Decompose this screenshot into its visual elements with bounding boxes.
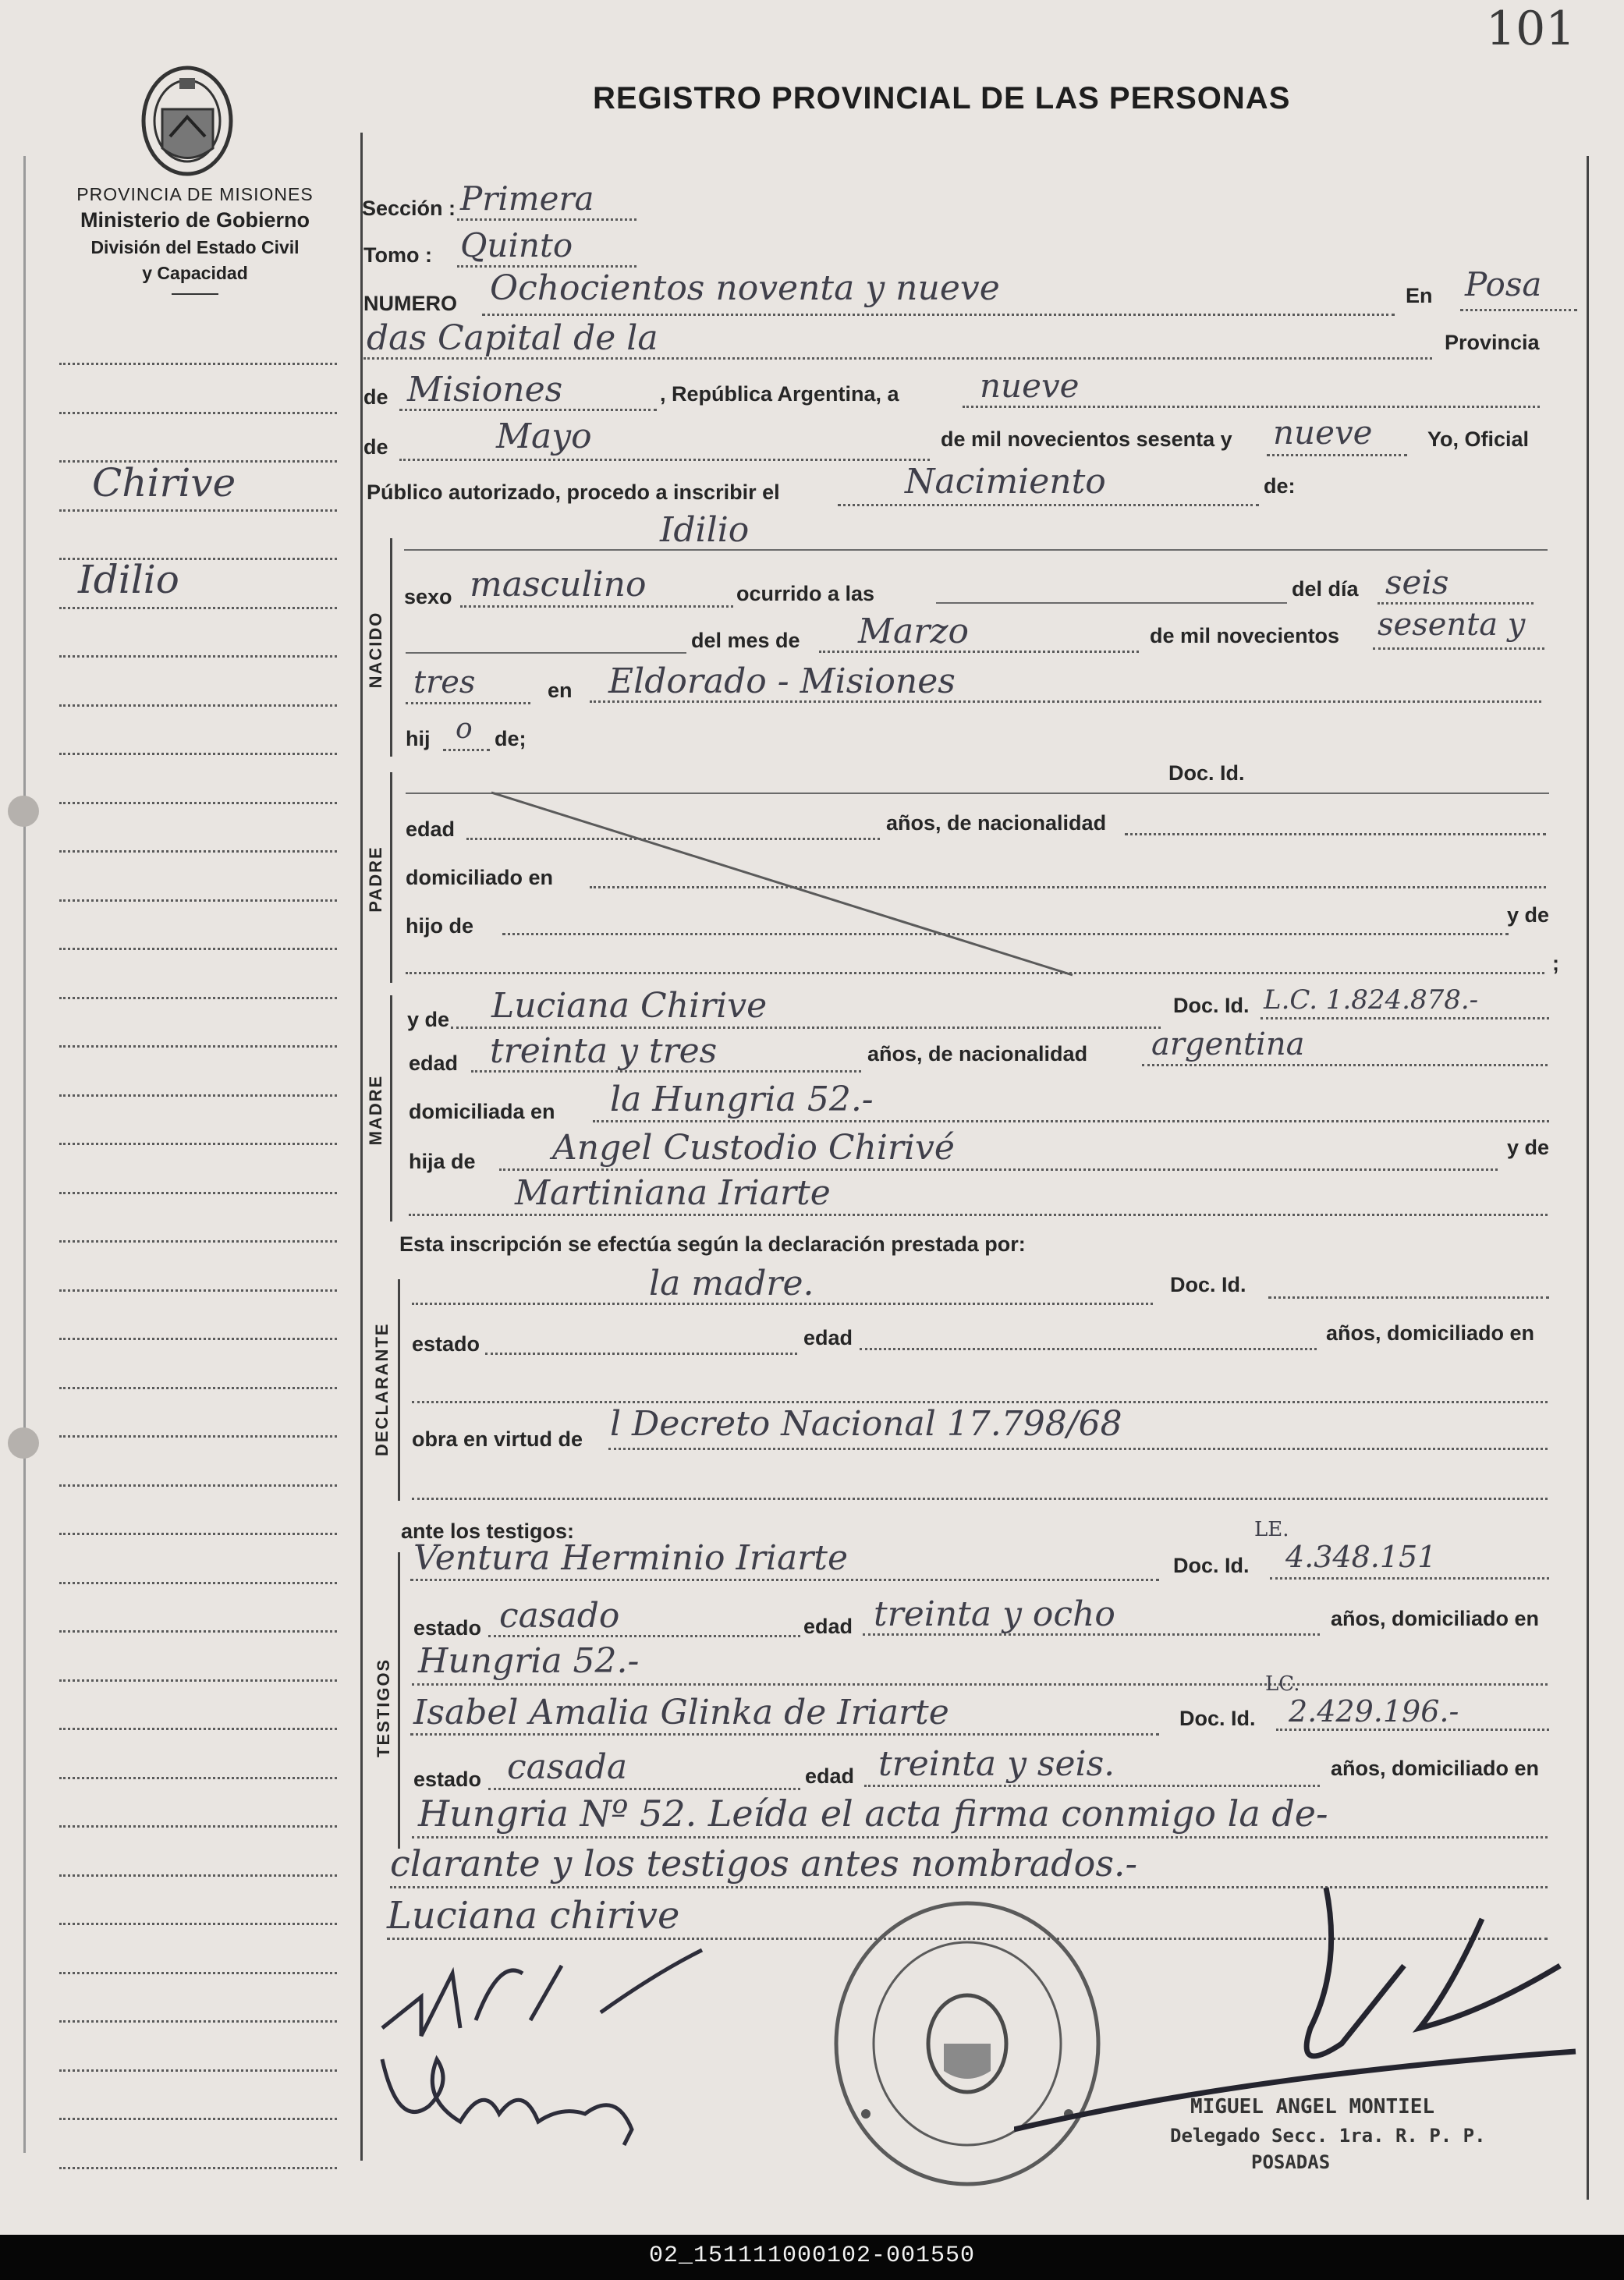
testigo1-estado-dots bbox=[488, 1635, 800, 1637]
padre-section-border bbox=[390, 772, 392, 983]
padre-section-label: PADRE bbox=[366, 846, 385, 913]
madre-hija-label: hija de bbox=[409, 1150, 476, 1173]
margin-ruled-line bbox=[59, 1192, 337, 1194]
page-title: REGISTRO PROVINCIAL DE LAS PERSONAS bbox=[593, 81, 1291, 115]
testigo1-dots bbox=[410, 1579, 1159, 1581]
de-label: de bbox=[363, 385, 388, 409]
dia-nac-value: seis bbox=[1385, 563, 1449, 601]
testigos-section-label: TESTIGOS bbox=[374, 1658, 393, 1757]
city-continued-dots bbox=[363, 357, 1432, 360]
de2-label: de bbox=[363, 435, 388, 459]
province-seal-icon bbox=[139, 62, 236, 179]
numero-dots bbox=[482, 314, 1395, 316]
anio-value: nueve bbox=[1273, 413, 1373, 452]
margin-ruled-line bbox=[59, 948, 337, 950]
tomo-value: Quinto bbox=[460, 226, 573, 264]
anio-nac-value: sesenta y bbox=[1378, 607, 1526, 643]
binding-knot-top bbox=[8, 796, 39, 827]
dia-dots bbox=[963, 406, 1540, 408]
testigo2-doc-type: LC. bbox=[1265, 1672, 1300, 1696]
testigo1-value: Ventura Herminio Iriarte bbox=[413, 1538, 848, 1578]
margin-ruled-line bbox=[59, 704, 337, 707]
binding-knot-bottom bbox=[8, 1427, 39, 1459]
del-dia-label: del día bbox=[1292, 577, 1359, 601]
declarante-section-label: DECLARANTE bbox=[372, 1322, 392, 1456]
anio-nac-dots bbox=[1373, 647, 1544, 650]
testigo1-doc-dots bbox=[1270, 1577, 1549, 1580]
file-id: 02_151111000102-001550 bbox=[648, 2243, 976, 2269]
margin-ruled-line bbox=[59, 753, 337, 755]
declarante-value: la madre. bbox=[649, 1264, 814, 1303]
en-dots bbox=[1460, 309, 1577, 311]
testigo2-edad-label: edad bbox=[805, 1764, 855, 1788]
binding-thread bbox=[23, 156, 26, 2153]
testigos-section-border bbox=[398, 1552, 400, 1849]
hora-line bbox=[936, 602, 1287, 604]
margin-ruled-line bbox=[59, 1387, 337, 1389]
witness-1-signature bbox=[374, 1942, 733, 2044]
declarante-extra-dots bbox=[412, 1498, 1548, 1500]
margin-ruled-line bbox=[59, 1045, 337, 1048]
padre-hijo-label: hijo de bbox=[406, 914, 473, 938]
nombre-line bbox=[404, 549, 1548, 551]
padre-strike-line bbox=[491, 788, 1084, 983]
madre-name-value: Luciana Chirive bbox=[491, 986, 768, 1026]
en-city-value: Posa bbox=[1465, 265, 1542, 303]
margin-ruled-line bbox=[59, 1972, 337, 1974]
declarante-estado-dots bbox=[485, 1353, 797, 1355]
obra-label: obra en virtud de bbox=[412, 1427, 583, 1451]
en2-label: en bbox=[548, 679, 573, 702]
madre-y-de3-label: y de bbox=[1507, 1136, 1550, 1159]
testigo2-edad-dots bbox=[864, 1785, 1320, 1787]
declarante-doc-dots bbox=[1268, 1296, 1549, 1299]
margin-ruled-line bbox=[59, 1338, 337, 1340]
margin-ruled-line bbox=[59, 1435, 337, 1438]
padre-y-de-label: y de bbox=[1507, 903, 1550, 927]
testigo2-estado-dots bbox=[488, 1788, 800, 1790]
margin-ruled-line bbox=[59, 509, 337, 512]
office-line-4: y Capacidad bbox=[142, 263, 248, 283]
madre-doc-dots bbox=[1261, 1017, 1549, 1019]
declarante-dots bbox=[412, 1303, 1153, 1305]
official-name: MIGUEL ANGEL MONTIEL bbox=[1190, 2095, 1435, 2119]
madre-nac-label: años, de nacionalidad bbox=[867, 1042, 1088, 1066]
publico-label: Público autorizado, procedo a inscribir el bbox=[367, 480, 780, 504]
margin-ruled-line bbox=[59, 1289, 337, 1292]
file-id-bar bbox=[0, 2235, 1624, 2280]
office-block bbox=[31, 184, 359, 295]
tomo-dots bbox=[457, 265, 636, 268]
page-number: 101 bbox=[1486, 2, 1576, 56]
madre-edad-dots bbox=[471, 1070, 861, 1073]
abuelo-dots bbox=[499, 1168, 1498, 1171]
madre-dom-dots bbox=[593, 1120, 1549, 1122]
margin-ruled-line bbox=[59, 899, 337, 902]
testigo1-doc-type: LE. bbox=[1254, 1518, 1289, 1541]
testigo1-edad-dots bbox=[863, 1633, 1320, 1636]
del-mes-line bbox=[406, 652, 686, 654]
margin-ruled-line bbox=[59, 1825, 337, 1828]
margin-ruled-line bbox=[59, 1679, 337, 1682]
declarante-edad-dots bbox=[860, 1348, 1317, 1350]
madre-doc-label: Doc. Id. bbox=[1173, 994, 1250, 1017]
margin-ruled-line bbox=[59, 802, 337, 804]
madre-nac-value: argentina bbox=[1151, 1027, 1305, 1062]
testigo1-estado-value: casado bbox=[499, 1596, 620, 1636]
margin-ruled-line bbox=[59, 1582, 337, 1584]
testigo1-dom-value: Hungria 52.- bbox=[418, 1641, 640, 1681]
testigo2-estado-label: estado bbox=[413, 1768, 482, 1791]
margin-ruled-line bbox=[59, 655, 337, 658]
office-line-1: PROVINCIA DE MISIONES bbox=[76, 184, 314, 204]
hij-suffix-value: o bbox=[456, 713, 473, 745]
sexo-label: sexo bbox=[404, 585, 452, 608]
mes-nac-value: Marzo bbox=[858, 612, 969, 651]
nombre-value: Idilio bbox=[660, 510, 750, 550]
declarante-edad-label: edad bbox=[803, 1326, 853, 1349]
margin-ruled-line bbox=[59, 1484, 337, 1487]
testigo2-doc-value: 2.429.196.- bbox=[1289, 1694, 1459, 1729]
padre-doc-label: Doc. Id. bbox=[1168, 761, 1245, 785]
testigo1-dom-dots bbox=[412, 1683, 1548, 1686]
abuela-value: Martiniana Iriarte bbox=[515, 1173, 831, 1213]
margin-ruled-line bbox=[59, 1630, 337, 1633]
madre-dom-label: domiciliada en bbox=[409, 1100, 555, 1123]
testigo2-dom-label: años, domiciliado en bbox=[1331, 1757, 1540, 1780]
abuela-dots bbox=[409, 1214, 1548, 1216]
tomo-label: Tomo : bbox=[363, 243, 432, 267]
provincia-label: Provincia bbox=[1445, 331, 1540, 354]
de-colon-label: de: bbox=[1264, 474, 1296, 498]
ante-label: ante los testigos: bbox=[401, 1519, 575, 1543]
madre-section-border bbox=[390, 995, 392, 1222]
witness-2-signature bbox=[367, 2036, 663, 2153]
mes-value: Mayo bbox=[496, 417, 592, 456]
margin-ruled-line bbox=[59, 363, 337, 365]
testigo2-estado-value: casada bbox=[507, 1747, 628, 1787]
nacido-section-label: NACIDO bbox=[366, 611, 385, 689]
mother-signature: Luciana chirive bbox=[387, 1894, 680, 1938]
hij-dots bbox=[443, 749, 490, 751]
inscripcion-label: Esta inscripción se efectúa según la declaración prestada por: bbox=[399, 1232, 1026, 1256]
madre-dom-value: la Hungria 52.- bbox=[610, 1080, 874, 1119]
acto-dots bbox=[838, 504, 1259, 506]
en-label: En bbox=[1406, 284, 1433, 307]
obra-dots bbox=[608, 1448, 1548, 1450]
sexo-value: masculino bbox=[470, 565, 647, 605]
margin-ruled-line bbox=[59, 412, 337, 414]
declarante-dom-label: años, domiciliado en bbox=[1326, 1321, 1535, 1345]
office-line-3: División del Estado Civil bbox=[90, 237, 300, 257]
margin-ruled-line bbox=[59, 1923, 337, 1925]
hij-label: hij bbox=[406, 727, 431, 750]
margin-given-name: Idilio bbox=[78, 557, 179, 602]
closing-line-1-dots bbox=[412, 1836, 1548, 1839]
testigo1-doc-label: Doc. Id. bbox=[1173, 1554, 1250, 1577]
margin-ruled-line bbox=[59, 2167, 337, 2169]
madre-edad-label: edad bbox=[409, 1051, 459, 1075]
official-role: Delegado Secc. 1ra. R. P. P. bbox=[1170, 2125, 1486, 2147]
testigo2-value: Isabel Amalia Glinka de Iriarte bbox=[413, 1693, 949, 1732]
official-city: POSADAS bbox=[1251, 2151, 1331, 2173]
margin-ruled-line bbox=[59, 2069, 337, 2072]
main-left-border bbox=[360, 133, 363, 2161]
padre-dom-label: domiciliado en bbox=[406, 866, 554, 889]
acto-value: Nacimiento bbox=[905, 462, 1106, 502]
margin-ruled-line bbox=[59, 1094, 337, 1097]
margin-ruled-line bbox=[59, 2020, 337, 2023]
lugar-nac-value: Eldorado - Misiones bbox=[608, 661, 956, 701]
margin-ruled-line bbox=[59, 1874, 337, 1877]
margin-ruled-line bbox=[59, 607, 337, 609]
testigo2-dots bbox=[410, 1733, 1159, 1736]
yo-oficial-label: Yo, Oficial bbox=[1427, 427, 1530, 451]
abuelo-value: Angel Custodio Chirivé bbox=[552, 1128, 955, 1168]
seccion-label: Sección : bbox=[362, 197, 456, 220]
testigo1-edad-label: edad bbox=[803, 1615, 853, 1638]
republica-label: , República Argentina, a bbox=[660, 382, 899, 406]
madre-name-dots bbox=[451, 1027, 1161, 1029]
provincia-value: Misiones bbox=[407, 370, 563, 410]
margin-ruled-line bbox=[59, 2118, 337, 2120]
margin-ruled-line bbox=[59, 997, 337, 999]
testigo1-doc-value: 4.348.151 bbox=[1285, 1540, 1437, 1574]
margin-ruled-line bbox=[59, 1777, 337, 1779]
testigo1-dom-label: años, domiciliado en bbox=[1331, 1607, 1540, 1630]
mes-dots bbox=[399, 459, 930, 461]
testigo1-estado-label: estado bbox=[413, 1616, 482, 1640]
hij-de-label: de; bbox=[495, 727, 527, 750]
obra-value: l Decreto Nacional 17.798/68 bbox=[610, 1404, 1122, 1444]
nacido-section-border bbox=[390, 538, 392, 757]
madre-edad-value: treinta y tres bbox=[490, 1031, 718, 1071]
numero-value: Ochocientos noventa y nueve bbox=[490, 268, 1000, 308]
anio-nac2-dots bbox=[406, 702, 530, 704]
madre-y-de-label: y de bbox=[407, 1008, 450, 1031]
margin-surname: Chirive bbox=[92, 460, 236, 505]
seccion-dots bbox=[457, 218, 636, 221]
margin-ruled-line bbox=[59, 850, 337, 853]
mil-nov-label: de mil novecientos sesenta y bbox=[941, 427, 1232, 451]
declarante-doc-label: Doc. Id. bbox=[1170, 1273, 1246, 1296]
testigo2-doc-label: Doc. Id. bbox=[1179, 1707, 1256, 1730]
anio-nac2-value: tres bbox=[413, 665, 476, 700]
margin-ruled-line bbox=[59, 1728, 337, 1730]
office-line-2: Ministerio de Gobierno bbox=[80, 208, 310, 232]
anio-dots bbox=[1267, 454, 1407, 456]
testigo2-edad-value: treinta y seis. bbox=[878, 1744, 1115, 1784]
padre-edad-label: edad bbox=[406, 817, 456, 841]
padre-nac-label: años, de nacionalidad bbox=[886, 811, 1107, 835]
provincia-dots bbox=[399, 409, 657, 411]
declarante-estado-label: estado bbox=[412, 1332, 480, 1356]
margin-ruled-line bbox=[59, 1143, 337, 1145]
madre-section-label: MADRE bbox=[366, 1074, 385, 1146]
del-mes-label: del mes de bbox=[691, 629, 800, 652]
padre-nac-dots bbox=[1125, 833, 1546, 835]
mil-nov2-label: de mil novecientos bbox=[1150, 624, 1340, 647]
declarante-section-border bbox=[398, 1279, 400, 1501]
dia-value: nueve bbox=[980, 367, 1080, 405]
margin-ruled-line bbox=[59, 1240, 337, 1243]
padre-semicolon: ; bbox=[1552, 952, 1559, 975]
ocurrido-label: ocurrido a las bbox=[736, 582, 875, 605]
declarante-dom-dots bbox=[412, 1401, 1548, 1403]
city-continued-value: das Capital de la bbox=[367, 318, 658, 358]
mes-nac-dots bbox=[819, 651, 1139, 653]
numero-label: NUMERO bbox=[363, 292, 457, 315]
madre-doc-value: L.C. 1.824.878.- bbox=[1264, 984, 1479, 1016]
office-divider bbox=[172, 293, 218, 295]
lugar-nac-dots bbox=[590, 700, 1541, 703]
testigo1-edad-value: treinta y ocho bbox=[874, 1594, 1115, 1634]
closing-line-1: Hungria Nº 52. Leída el acta firma conmigo la de- bbox=[418, 1792, 1328, 1835]
closing-line-2: clarante y los testigos antes nombrados.- bbox=[390, 1842, 1138, 1885]
testigo2-doc-dots bbox=[1276, 1729, 1549, 1731]
sexo-dots bbox=[460, 605, 733, 608]
margin-ruled-line bbox=[59, 1533, 337, 1535]
dia-nac-dots bbox=[1378, 602, 1534, 605]
madre-nac-dots bbox=[1142, 1064, 1548, 1066]
seccion-value: Primera bbox=[460, 179, 594, 218]
